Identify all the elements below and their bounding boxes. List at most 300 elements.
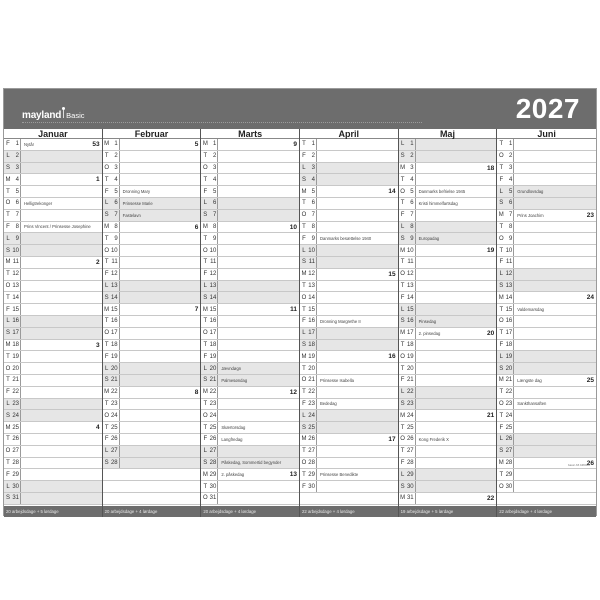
day-number: 16 xyxy=(505,316,514,327)
weekday-letter: S xyxy=(301,259,306,266)
weekday-letter: O xyxy=(301,212,307,219)
day-number: 19 xyxy=(12,351,21,362)
day-list xyxy=(103,139,201,505)
weekday-letter: T xyxy=(104,176,109,183)
day-row xyxy=(300,245,398,257)
day-row xyxy=(399,151,497,163)
weekday-letter: T xyxy=(400,200,405,207)
day-number: 25 xyxy=(308,422,317,433)
weekday-letter: T xyxy=(499,164,504,171)
day-row xyxy=(103,292,201,304)
weekday-letter: O xyxy=(400,271,405,278)
day-row xyxy=(300,375,398,387)
day-number: 22 xyxy=(111,387,120,398)
weekday-letter: T xyxy=(302,223,306,230)
day-row xyxy=(497,328,596,340)
weekday-letter: S xyxy=(203,377,208,384)
weekday-letter: F xyxy=(6,389,10,396)
day-number: 12 xyxy=(209,269,218,280)
empty-day-row xyxy=(103,481,201,493)
day-row xyxy=(4,163,102,175)
day-number: 12 xyxy=(505,269,514,280)
weekday-letter: L xyxy=(104,365,109,372)
day-row xyxy=(4,422,102,434)
day-row xyxy=(4,186,102,198)
day-number: 15 xyxy=(308,304,317,315)
weekday-letter: T xyxy=(203,400,208,407)
day-row xyxy=(201,363,299,375)
weekday-letter: T xyxy=(203,259,208,266)
month-footer: 20 arbejdsdage + 4 lørdage xyxy=(103,506,201,517)
day-row xyxy=(4,222,102,234)
day-row xyxy=(399,186,497,198)
weekday-letter: S xyxy=(301,341,306,348)
weekday-letter: O xyxy=(498,235,504,242)
day-row xyxy=(201,328,299,340)
day-row xyxy=(497,257,596,269)
week-number: 13 xyxy=(289,471,297,479)
weekday-letter: S xyxy=(5,330,10,337)
weekday-letter: T xyxy=(104,153,109,160)
day-row xyxy=(399,139,497,151)
day-row xyxy=(201,493,299,505)
weekday-letter: M xyxy=(400,495,406,502)
day-list xyxy=(497,139,596,505)
day-number: 2 xyxy=(308,151,317,162)
day-number: 27 xyxy=(209,446,218,457)
day-row xyxy=(497,139,596,151)
day-row xyxy=(399,375,497,387)
weekday-letter: F xyxy=(499,424,504,431)
holiday-label: Danmarks besættelse 1940 xyxy=(319,236,372,242)
day-row xyxy=(300,446,398,458)
holiday-label: Helligtrekonger xyxy=(24,200,53,206)
week-number: 16 xyxy=(388,353,396,361)
month-title: Maj xyxy=(399,129,497,139)
day-list xyxy=(300,139,398,505)
weekday-letter: L xyxy=(499,436,503,443)
week-number: 25 xyxy=(586,376,594,384)
day-number: 3 xyxy=(308,163,317,174)
month-title: Januar xyxy=(4,129,102,139)
weekday-letter: T xyxy=(203,318,208,325)
day-row xyxy=(300,198,398,210)
day-row xyxy=(4,493,102,505)
weekday-letter: T xyxy=(104,318,109,325)
day-number: 21 xyxy=(505,375,514,386)
month-footer: 20 arbejdsdage + 4 lørdage xyxy=(201,506,299,517)
week-number: 4 xyxy=(96,424,100,432)
month-title: April xyxy=(300,129,398,139)
month-column xyxy=(201,129,300,517)
weekday-letter: L xyxy=(203,282,207,289)
weekday-letter: L xyxy=(499,188,503,195)
weekday-letter: T xyxy=(400,424,405,431)
holiday-label: Prinsesse Benedikte xyxy=(319,472,359,478)
weekday-letter: L xyxy=(203,365,207,372)
weekday-letter: S xyxy=(400,318,405,325)
day-number: 7 xyxy=(505,210,514,221)
day-row xyxy=(201,151,299,163)
day-row xyxy=(399,316,497,328)
weekday-letter: T xyxy=(104,424,109,431)
weekday-letter: O xyxy=(498,318,504,325)
day-row xyxy=(201,458,299,470)
day-number: 20 xyxy=(209,363,218,374)
day-row xyxy=(103,174,201,186)
weekday-letter: T xyxy=(400,341,405,348)
day-row xyxy=(399,340,497,352)
day-row xyxy=(4,245,102,257)
day-number: 1 xyxy=(12,139,21,150)
day-row xyxy=(201,375,299,387)
day-row xyxy=(300,163,398,175)
day-row xyxy=(497,410,596,422)
day-row xyxy=(103,316,201,328)
day-number: 9 xyxy=(209,233,218,244)
day-number: 18 xyxy=(407,340,416,351)
weekday-letter: O xyxy=(301,377,307,384)
day-number: 22 xyxy=(407,387,416,398)
weekday-letter: L xyxy=(6,400,10,407)
holiday-label: Dronning Margrethe II xyxy=(319,318,361,324)
day-number: 4 xyxy=(308,174,317,185)
week-number: 23 xyxy=(586,211,594,219)
holiday-label: Kristi himmelfartsdag xyxy=(418,200,458,206)
month-footer: 22 arbejdsdage + 4 lørdage xyxy=(300,506,398,517)
day-row xyxy=(300,151,398,163)
weekday-letter: M xyxy=(104,223,110,230)
day-number: 5 xyxy=(12,186,21,197)
weekday-letter: O xyxy=(104,412,109,419)
day-number: 1 xyxy=(111,139,120,150)
weekday-letter: T xyxy=(400,448,405,455)
months-grid xyxy=(4,129,596,517)
day-row xyxy=(103,304,201,316)
weekday-letter: M xyxy=(498,294,504,301)
day-row xyxy=(399,222,497,234)
brand-name: mayland xyxy=(22,110,62,121)
day-number: 15 xyxy=(12,304,21,315)
week-number: 9 xyxy=(293,141,297,148)
weekday-letter: M xyxy=(104,141,110,148)
month-column xyxy=(103,129,202,517)
month-column xyxy=(300,129,399,517)
weekday-letter: T xyxy=(203,176,208,183)
weekday-letter: L xyxy=(400,471,405,478)
empty-day-row xyxy=(103,469,201,481)
day-row xyxy=(497,316,596,328)
weekday-letter: O xyxy=(104,330,109,337)
day-row xyxy=(201,139,299,151)
day-number: 1 xyxy=(308,139,317,150)
day-number: 29 xyxy=(505,469,514,480)
weekday-letter: F xyxy=(302,400,306,407)
day-row xyxy=(300,210,398,222)
day-row xyxy=(300,481,398,493)
weekday-letter: M xyxy=(400,164,406,171)
weekday-letter: M xyxy=(5,424,11,431)
day-number: 6 xyxy=(505,198,514,209)
weekday-letter: S xyxy=(5,247,10,254)
weekday-letter: O xyxy=(400,436,405,443)
day-row xyxy=(103,363,201,375)
day-row xyxy=(399,198,497,210)
weekday-letter: T xyxy=(499,306,504,313)
day-row xyxy=(103,222,201,234)
weekday-letter: F xyxy=(203,353,208,360)
day-number: 25 xyxy=(505,422,514,433)
day-row xyxy=(497,446,596,458)
day-number: 1 xyxy=(407,139,416,150)
day-number: 27 xyxy=(308,446,317,457)
weekday-letter: F xyxy=(6,141,10,148)
day-row xyxy=(300,328,398,340)
holiday-label: 2. påskedag xyxy=(221,472,245,478)
day-number: 1 xyxy=(505,139,514,150)
day-number: 9 xyxy=(111,233,120,244)
weekday-letter: L xyxy=(400,141,405,148)
weekday-letter: L xyxy=(104,282,109,289)
day-number: 5 xyxy=(407,186,416,197)
weekday-letter: L xyxy=(302,330,306,337)
weekday-letter: T xyxy=(203,424,208,431)
weekday-letter: T xyxy=(6,271,10,278)
day-row xyxy=(497,387,596,399)
weekday-letter: O xyxy=(202,412,208,419)
weekday-letter: T xyxy=(302,389,306,396)
day-number: 18 xyxy=(209,340,218,351)
day-number: 15 xyxy=(407,304,416,315)
day-number: 30 xyxy=(209,481,218,492)
weekday-letter: M xyxy=(202,389,208,396)
day-number: 26 xyxy=(505,434,514,445)
weekday-letter: T xyxy=(302,282,306,289)
day-number: 8 xyxy=(505,222,514,233)
day-number: 4 xyxy=(505,174,514,185)
day-row xyxy=(497,186,596,198)
weekday-letter: M xyxy=(202,306,208,313)
holiday-label: Påskedag, Sommertid begynder xyxy=(221,460,282,466)
day-row xyxy=(497,363,596,375)
day-row xyxy=(300,292,398,304)
day-row xyxy=(103,399,201,411)
weekday-letter: T xyxy=(499,330,504,337)
day-number: 9 xyxy=(407,233,416,244)
day-row xyxy=(201,446,299,458)
day-row xyxy=(4,328,102,340)
weekday-letter: O xyxy=(5,365,11,372)
day-row xyxy=(103,410,201,422)
day-row xyxy=(300,351,398,363)
weekday-letter: T xyxy=(499,141,504,148)
day-number: 1 xyxy=(209,139,218,150)
day-number: 8 xyxy=(111,222,120,233)
day-number: 26 xyxy=(407,434,416,445)
weekday-letter: T xyxy=(203,153,208,160)
holiday-label: 2. pinsedag xyxy=(418,330,441,336)
day-row xyxy=(300,422,398,434)
day-row xyxy=(4,363,102,375)
day-row xyxy=(201,163,299,175)
product-code: basic A5 blf0000 xyxy=(567,463,590,467)
day-row xyxy=(103,434,201,446)
week-number: 53 xyxy=(92,141,100,148)
day-number: 21 xyxy=(209,375,218,386)
holiday-label: Pinsedag xyxy=(418,318,437,324)
day-row xyxy=(497,281,596,293)
weekday-letter: O xyxy=(202,495,208,502)
day-row xyxy=(103,340,201,352)
day-row xyxy=(201,422,299,434)
day-number: 28 xyxy=(505,458,514,469)
day-row xyxy=(300,399,398,411)
day-row xyxy=(201,198,299,210)
day-row xyxy=(4,481,102,493)
brand-subtitle: Basic xyxy=(66,111,85,120)
day-number: 23 xyxy=(209,399,218,410)
day-number: 6 xyxy=(209,198,218,209)
weekday-letter: T xyxy=(499,471,504,478)
weekday-letter: M xyxy=(301,353,307,360)
day-row xyxy=(103,446,201,458)
weekday-letter: T xyxy=(302,306,306,313)
day-number: 9 xyxy=(505,233,514,244)
day-number: 6 xyxy=(308,198,317,209)
day-number: 29 xyxy=(407,469,416,480)
day-row xyxy=(300,469,398,481)
day-row xyxy=(300,269,398,281)
weekday-letter: M xyxy=(301,436,307,443)
day-number: 20 xyxy=(407,363,416,374)
day-number: 19 xyxy=(505,351,514,362)
day-number: 8 xyxy=(308,222,317,233)
day-row xyxy=(4,469,102,481)
week-number: 8 xyxy=(194,388,199,396)
weekday-letter: S xyxy=(104,459,109,466)
weekday-letter: T xyxy=(104,400,109,407)
weekday-letter: F xyxy=(203,188,208,195)
day-number: 22 xyxy=(12,387,21,398)
weekday-letter: T xyxy=(400,176,405,183)
day-number: 3 xyxy=(505,163,514,174)
day-number: 10 xyxy=(308,245,317,256)
day-row xyxy=(103,269,201,281)
day-row xyxy=(300,387,398,399)
weekday-letter: O xyxy=(5,200,11,207)
weekday-letter: O xyxy=(202,247,208,254)
day-number: 29 xyxy=(209,469,218,480)
day-number: 12 xyxy=(111,269,120,280)
week-number: 2 xyxy=(96,258,100,266)
weekday-letter: M xyxy=(104,389,110,396)
weekday-letter: O xyxy=(202,330,208,337)
day-row xyxy=(103,163,201,175)
week-number: 3 xyxy=(96,341,100,349)
day-row xyxy=(497,375,596,387)
week-number: 26 xyxy=(586,459,594,467)
weekday-letter: S xyxy=(104,212,109,219)
day-row xyxy=(399,481,497,493)
holiday-label: Prinsesse Marie xyxy=(122,200,153,206)
day-number: 14 xyxy=(209,292,218,303)
month-column xyxy=(4,129,103,517)
weekday-letter: F xyxy=(6,223,10,230)
day-number: 27 xyxy=(505,446,514,457)
day-row xyxy=(300,458,398,470)
weekday-letter: M xyxy=(400,412,406,419)
day-row xyxy=(201,399,299,411)
weekday-letter: S xyxy=(203,212,208,219)
week-number: 7 xyxy=(194,306,199,314)
day-row xyxy=(201,481,299,493)
wall-calendar xyxy=(3,88,597,516)
day-number: 28 xyxy=(407,458,416,469)
weekday-letter: M xyxy=(104,306,110,313)
day-number: 21 xyxy=(308,375,317,386)
month-footer: 22 arbejdsdage + 4 lørdage xyxy=(497,506,596,517)
weekday-letter: O xyxy=(498,153,504,160)
day-row xyxy=(103,351,201,363)
weekday-letter: L xyxy=(302,164,306,171)
weekday-letter: L xyxy=(203,200,207,207)
day-row xyxy=(497,174,596,186)
day-row xyxy=(4,198,102,210)
holiday-label: Kong Frederik X xyxy=(418,436,449,442)
day-row xyxy=(399,245,497,257)
weekday-letter: M xyxy=(202,141,208,148)
day-row xyxy=(399,304,497,316)
day-row xyxy=(4,174,102,186)
weekday-letter: F xyxy=(400,212,405,219)
holiday-label: Jævndøgn xyxy=(221,366,242,372)
month-footer: 19 arbejdsdage + 5 lørdage xyxy=(399,506,497,517)
day-number: 27 xyxy=(111,446,120,457)
weekday-letter: S xyxy=(5,495,10,502)
day-row xyxy=(497,151,596,163)
weekday-letter: S xyxy=(499,200,504,207)
day-number: 2 xyxy=(407,151,416,162)
weekday-letter: T xyxy=(6,459,10,466)
weekday-letter: L xyxy=(104,448,109,455)
weekday-letter: S xyxy=(104,294,109,301)
month-title: Februar xyxy=(103,129,201,139)
brand-logo xyxy=(22,110,85,122)
week-number: 24 xyxy=(586,294,594,302)
weekday-letter: S xyxy=(400,235,405,242)
weekday-letter: S xyxy=(203,459,208,466)
day-number: 11 xyxy=(407,257,416,268)
day-row xyxy=(103,151,201,163)
day-number: 19 xyxy=(111,351,120,362)
day-number: 18 xyxy=(308,340,317,351)
day-row xyxy=(4,257,102,269)
day-row xyxy=(300,410,398,422)
day-number: 10 xyxy=(505,245,514,256)
day-number: 31 xyxy=(209,493,218,504)
day-number: 19 xyxy=(407,351,416,362)
day-number: 23 xyxy=(111,399,120,410)
day-number: 17 xyxy=(407,328,416,339)
day-number: 3 xyxy=(111,163,120,174)
month-title: Juni xyxy=(497,129,596,139)
day-number: 25 xyxy=(407,422,416,433)
day-row xyxy=(300,281,398,293)
weekday-letter: T xyxy=(302,141,306,148)
week-number: 11 xyxy=(290,306,297,314)
week-number: 20 xyxy=(487,329,495,337)
day-number: 7 xyxy=(111,210,120,221)
